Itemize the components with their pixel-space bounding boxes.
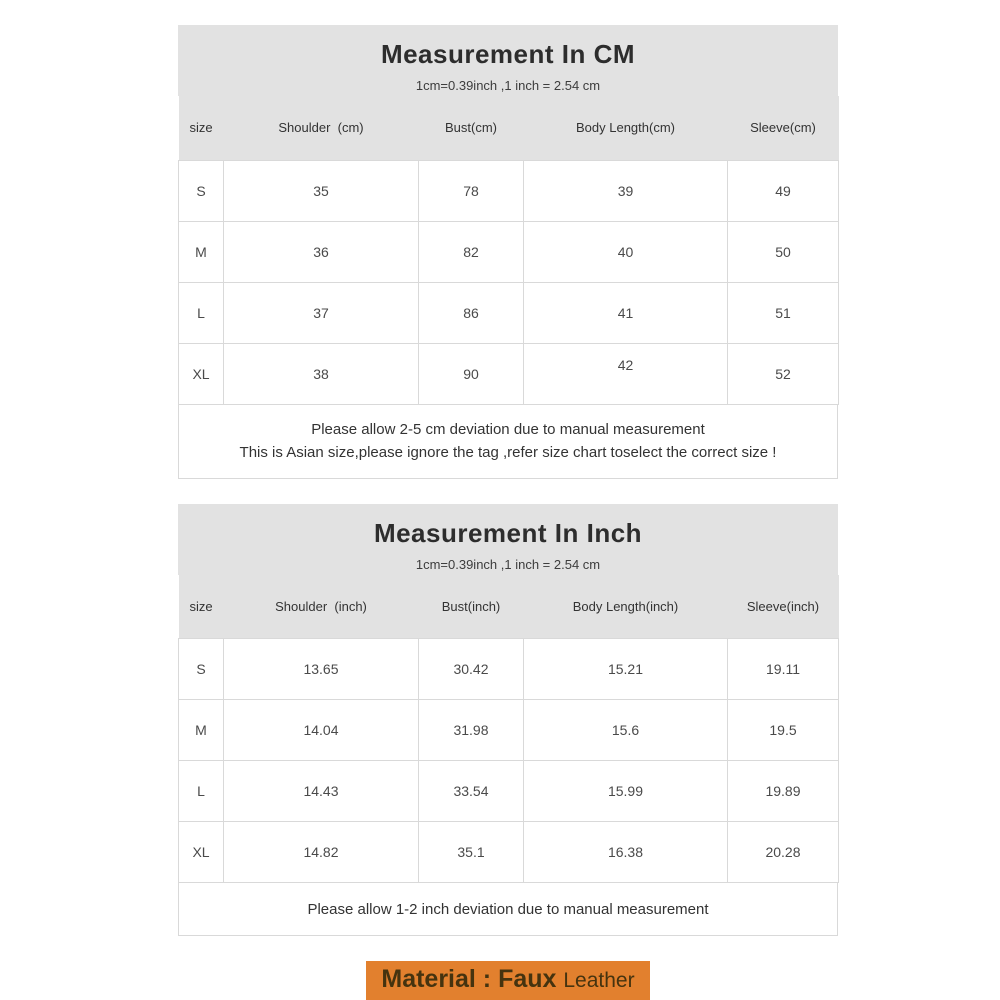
- cm-note-line-1: Please allow 2-5 cm deviation due to manual measurement: [311, 421, 705, 438]
- cm-note-line-2: This is Asian size,please ignore the tag ,refer size chart toselect the correct size !: [239, 444, 777, 461]
- value-cell: 86: [419, 282, 524, 343]
- value-cell: 51: [728, 282, 839, 343]
- column-header: Body Length(inch): [524, 575, 728, 639]
- value-cell: 14.04: [224, 700, 419, 761]
- value-cell: 35.1: [419, 822, 524, 883]
- cm-note-box: [178, 405, 838, 479]
- table-row: [179, 822, 839, 883]
- value-cell: 15.21: [524, 639, 728, 700]
- material-row: [178, 961, 838, 1000]
- value-cell: 49: [728, 160, 839, 221]
- inch-note-line-1: Please allow 1-2 inch deviation due to manual measurement: [307, 900, 709, 918]
- value-cell: 82: [419, 221, 524, 282]
- column-header: Sleeve(inch): [728, 575, 839, 639]
- size-cell: M: [179, 700, 224, 761]
- value-cell: 19.5: [728, 700, 839, 761]
- cm-table-subtitle: 1cm=0.39inch ,1 inch = 2.54 cm: [415, 78, 601, 93]
- size-cell: S: [179, 160, 224, 221]
- table-row: [179, 221, 839, 282]
- table-row: [179, 761, 839, 822]
- value-cell: 41: [524, 282, 728, 343]
- value-cell: 15.6: [524, 700, 728, 761]
- value-cell: 16.38: [524, 822, 728, 883]
- value-cell: 14.82: [224, 822, 419, 883]
- value-cell: 90: [419, 343, 524, 404]
- value-cell: 37: [224, 282, 419, 343]
- size-cell: XL: [179, 343, 224, 404]
- value-cell: 50: [728, 221, 839, 282]
- value-cell: 36: [224, 221, 419, 282]
- size-cell: S: [179, 639, 224, 700]
- cm-measurement-table: [178, 96, 839, 405]
- value-cell: 30.42: [419, 639, 524, 700]
- table-row: [179, 639, 839, 700]
- column-header: Shoulder (cm): [224, 96, 419, 160]
- value-cell: 13.65: [224, 639, 419, 700]
- size-cell: XL: [179, 822, 224, 883]
- inch-table-section: [178, 504, 838, 937]
- value-cell: 42: [524, 343, 728, 404]
- value-cell: 52: [728, 343, 839, 404]
- inch-measurement-table: [178, 575, 839, 884]
- value-cell: 14.43: [224, 761, 419, 822]
- size-cell: L: [179, 282, 224, 343]
- value-cell: 15.99: [524, 761, 728, 822]
- cm-table-title: Measurement In CM: [380, 39, 636, 69]
- column-header: Bust(cm): [419, 96, 524, 160]
- header-row: [179, 575, 839, 639]
- column-header: Shoulder (inch): [224, 575, 419, 639]
- value-cell: 78: [419, 160, 524, 221]
- value-cell: 38: [224, 343, 419, 404]
- column-header: size: [179, 575, 224, 639]
- inch-table-title: Measurement In Inch: [373, 517, 643, 548]
- column-header: Body Length(cm): [524, 96, 728, 160]
- value-cell: 33.54: [419, 761, 524, 822]
- inch-table-subtitle: 1cm=0.39inch ,1 inch = 2.54 cm: [415, 556, 601, 572]
- value-cell: 20.28: [728, 822, 839, 883]
- cm-table-body: [179, 160, 839, 404]
- value-cell: 39: [524, 160, 728, 221]
- inch-table-body: [179, 639, 839, 883]
- size-cell: M: [179, 221, 224, 282]
- value-cell: 19.11: [728, 639, 839, 700]
- inch-table-header: [178, 504, 838, 575]
- header-row: [179, 96, 839, 160]
- value-cell: 35: [224, 160, 419, 221]
- material-bold-text: Material : Faux: [381, 965, 564, 993]
- table-row: [179, 700, 839, 761]
- size-chart-page: [178, 0, 838, 1000]
- table-row: [179, 282, 839, 343]
- table-row: [179, 160, 839, 221]
- material-regular-text: Leather: [563, 969, 635, 992]
- size-cell: L: [179, 761, 224, 822]
- inch-column-headers: [179, 575, 839, 639]
- column-header: Sleeve(cm): [728, 96, 839, 160]
- value-cell: 40: [524, 221, 728, 282]
- cm-column-headers: [179, 96, 839, 160]
- cm-table-section: [178, 25, 838, 479]
- column-header: Bust(inch): [419, 575, 524, 639]
- material-label: [366, 961, 649, 1000]
- value-cell: 31.98: [419, 700, 524, 761]
- value-cell: 19.89: [728, 761, 839, 822]
- table-row: [179, 343, 839, 404]
- cm-table-header: [178, 25, 838, 96]
- inch-note-box: [178, 883, 838, 936]
- column-header: size: [179, 96, 224, 160]
